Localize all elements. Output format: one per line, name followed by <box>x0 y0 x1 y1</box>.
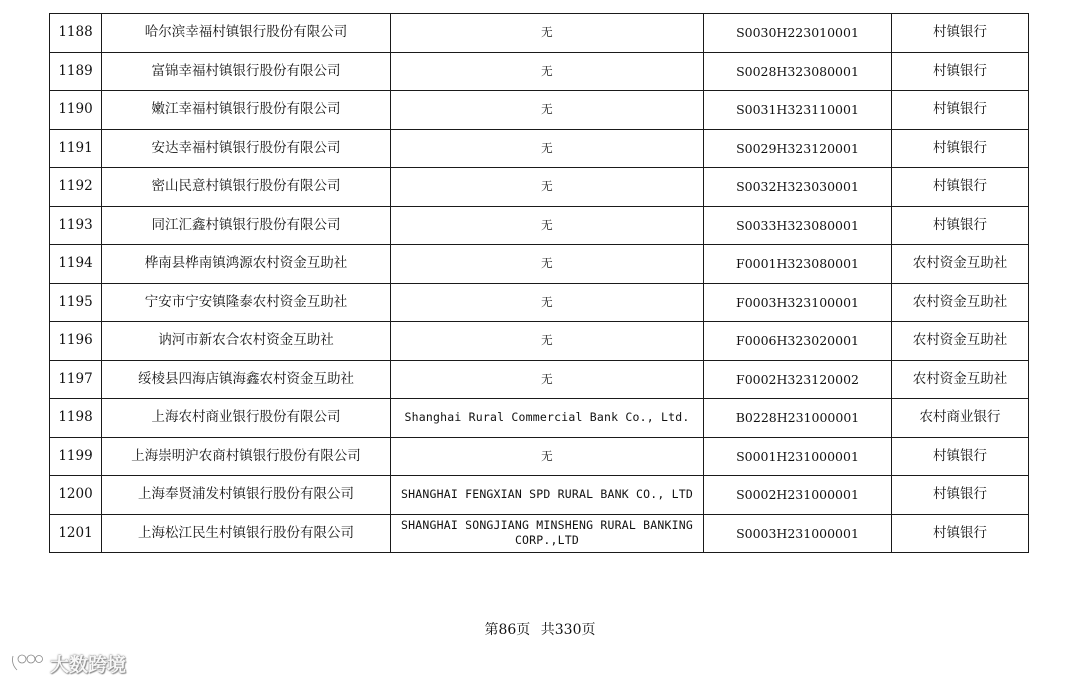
institution-type: 农村资金互助社 <box>892 283 1029 322</box>
institution-type: 农村商业银行 <box>892 399 1029 438</box>
institution-type: 村镇银行 <box>892 168 1029 207</box>
english-name: 无 <box>391 206 704 245</box>
brand-logo-icon <box>10 650 44 676</box>
english-name: 无 <box>391 129 704 168</box>
row-number: 1194 <box>50 245 102 284</box>
row-number: 1189 <box>50 52 102 91</box>
institution-code: S0028H323080001 <box>704 52 892 91</box>
row-number: 1199 <box>50 437 102 476</box>
row-number: 1200 <box>50 476 102 515</box>
row-number: 1198 <box>50 399 102 438</box>
institution-type: 村镇银行 <box>892 14 1029 53</box>
table-row <box>50 168 1029 207</box>
watermark <box>10 648 126 678</box>
institution-name: 哈尔滨幸福村镇银行股份有限公司 <box>102 14 391 53</box>
table-row <box>50 476 1029 515</box>
table-row <box>50 399 1029 438</box>
institution-code: F0006H323020001 <box>704 322 892 361</box>
table-row <box>50 322 1029 361</box>
institution-code: F0002H323120002 <box>704 360 892 399</box>
table-row <box>50 283 1029 322</box>
bank-registry-table <box>49 13 1029 553</box>
row-number: 1196 <box>50 322 102 361</box>
institution-name: 绥棱县四海店镇海鑫农村资金互助社 <box>102 360 391 399</box>
institution-name: 上海奉贤浦发村镇银行股份有限公司 <box>102 476 391 515</box>
institution-code: S0032H323030001 <box>704 168 892 207</box>
institution-code: F0001H323080001 <box>704 245 892 284</box>
english-name: SHANGHAI SONGJIANG MINSHENG RURAL BANKING CORP.,LTD <box>391 514 704 553</box>
table-row <box>50 360 1029 399</box>
institution-code: S0001H231000001 <box>704 437 892 476</box>
institution-code: B0228H231000001 <box>704 399 892 438</box>
english-name: 无 <box>391 283 704 322</box>
institution-name: 安达幸福村镇银行股份有限公司 <box>102 129 391 168</box>
institution-type: 农村资金互助社 <box>892 245 1029 284</box>
institution-name: 上海崇明沪农商村镇银行股份有限公司 <box>102 437 391 476</box>
english-name: Shanghai Rural Commercial Bank Co., Ltd. <box>391 399 704 438</box>
institution-code: S0031H323110001 <box>704 91 892 130</box>
table-row <box>50 245 1029 284</box>
institution-type: 村镇银行 <box>892 514 1029 553</box>
institution-name: 嫩江幸福村镇银行股份有限公司 <box>102 91 391 130</box>
row-number: 1193 <box>50 206 102 245</box>
institution-code: S0030H223010001 <box>704 14 892 53</box>
institution-type: 村镇银行 <box>892 206 1029 245</box>
institution-name: 同江汇鑫村镇银行股份有限公司 <box>102 206 391 245</box>
page-total: 共330页 <box>540 622 596 638</box>
institution-type: 农村资金互助社 <box>892 360 1029 399</box>
institution-type: 农村资金互助社 <box>892 322 1029 361</box>
english-name: 无 <box>391 360 704 399</box>
table-row <box>50 14 1029 53</box>
english-name: 无 <box>391 437 704 476</box>
row-number: 1190 <box>50 91 102 130</box>
institution-type: 村镇银行 <box>892 476 1029 515</box>
institution-type: 村镇银行 <box>892 52 1029 91</box>
table-row <box>50 437 1029 476</box>
institution-name: 密山民意村镇银行股份有限公司 <box>102 168 391 207</box>
table-row <box>50 91 1029 130</box>
table-row <box>50 514 1029 553</box>
row-number: 1195 <box>50 283 102 322</box>
english-name: 无 <box>391 14 704 53</box>
institution-code: S0033H323080001 <box>704 206 892 245</box>
english-name: SHANGHAI FENGXIAN SPD RURAL BANK CO., LTD <box>391 476 704 515</box>
institution-code: F0003H323100001 <box>704 283 892 322</box>
institution-name: 富锦幸福村镇银行股份有限公司 <box>102 52 391 91</box>
table-row <box>50 52 1029 91</box>
page-footer <box>0 619 1080 639</box>
institution-code: S0029H323120001 <box>704 129 892 168</box>
row-number: 1191 <box>50 129 102 168</box>
row-number: 1201 <box>50 514 102 553</box>
institution-type: 村镇银行 <box>892 437 1029 476</box>
english-name: 无 <box>391 245 704 284</box>
row-number: 1197 <box>50 360 102 399</box>
english-name: 无 <box>391 322 704 361</box>
table-row <box>50 206 1029 245</box>
watermark-text: 大数跨境 <box>50 653 127 676</box>
table-row <box>50 129 1029 168</box>
page-current: 第86页 <box>484 622 531 638</box>
institution-name: 讷河市新农合农村资金互助社 <box>102 322 391 361</box>
institution-name: 桦南县桦南镇鸿源农村资金互助社 <box>102 245 391 284</box>
row-number: 1188 <box>50 14 102 53</box>
table-body <box>50 14 1029 553</box>
institution-name: 宁安市宁安镇隆泰农村资金互助社 <box>102 283 391 322</box>
institution-name: 上海农村商业银行股份有限公司 <box>102 399 391 438</box>
institution-name: 上海松江民生村镇银行股份有限公司 <box>102 514 391 553</box>
institution-type: 村镇银行 <box>892 91 1029 130</box>
institution-code: S0003H231000001 <box>704 514 892 553</box>
english-name: 无 <box>391 52 704 91</box>
institution-code: S0002H231000001 <box>704 476 892 515</box>
institution-type: 村镇银行 <box>892 129 1029 168</box>
row-number: 1192 <box>50 168 102 207</box>
english-name: 无 <box>391 91 704 130</box>
english-name: 无 <box>391 168 704 207</box>
